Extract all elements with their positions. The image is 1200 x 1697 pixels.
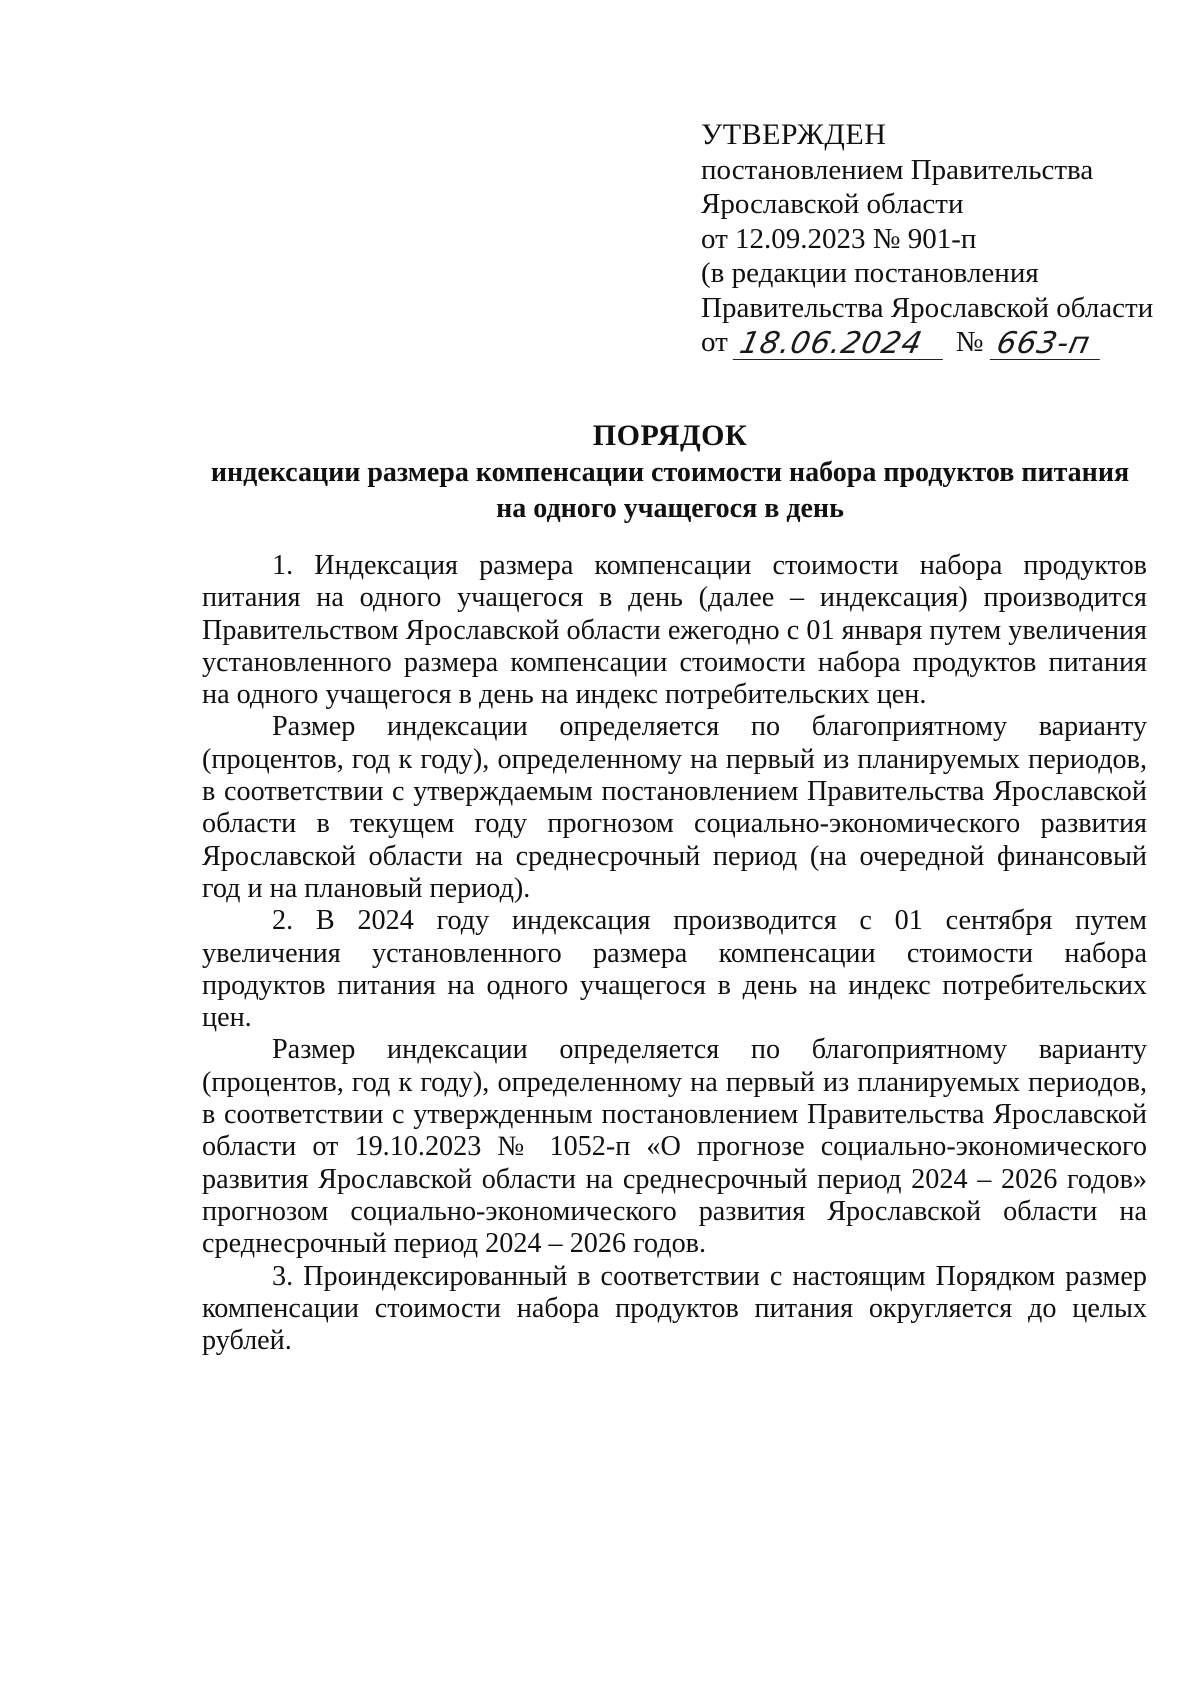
document-subtitle-line-1: индексации размера компенсации стоимости набора продуктов питания: [210, 457, 1130, 488]
document-title: ПОРЯДОК: [592, 419, 748, 452]
paragraph-5: 3. Проиндексированный в соответствии с настоящим Порядком размер компенсации стоимости набора продуктов питания округляется до целых рублей.: [202, 1260, 1147, 1357]
approval-line-2: Ярославской области: [701, 188, 964, 220]
number-sign: №: [955, 326, 984, 358]
paragraph-3: 2. В 2024 году индексация производится с 01 сентября путем увеличения установленного размера компенсации стоимости набора продуктов питания на одного учащегося в день на индекс потребительских цен.: [202, 905, 1147, 1034]
handwritten-date: 18.06.2024: [733, 329, 950, 360]
approval-heading: УТВЕРЖДЕН: [701, 118, 887, 151]
document-title-block: [200, 418, 1140, 526]
approval-line-4: (в редакции постановления: [701, 257, 1039, 289]
document-body: [202, 550, 1147, 1357]
approval-stamp-block: [701, 118, 1171, 360]
approval-line-1: постановлением Правительства: [701, 153, 1094, 186]
paragraph-1: 1. Индексация размера компенсации стоимости набора продуктов питания на одного учащегося в день (далее – индексация) производится Правительством Ярославской области ежегодно с 01 января путем увеличения установленного размера компенсации стоимости набора продуктов питания на одного учащегося в день на индекс потребительских цен.: [202, 550, 1147, 711]
paragraph-4: Размер индексации определяется по благоприятному варианту (процентов, год к году), определенному на первый из планируемых периодов, в соответствии с утвержденным постановлением Правительства Ярославской области от 19.10.2023 № 1052-п «О прогнозе социально-экономического развития Ярославской области на среднесрочный период 2024 – 2026 годов» прогнозом социально-экономического развития Ярославской области на среднесрочный период 2024 – 2026 годов.: [202, 1034, 1147, 1260]
amendment-line: [701, 325, 1171, 360]
approval-line-5: Правительства Ярославской области: [701, 291, 1154, 324]
approval-line-3: от 12.09.2023 № 901-п: [701, 222, 977, 255]
amendment-prefix: от: [701, 326, 728, 358]
handwritten-number: 663-п: [990, 329, 1107, 360]
paragraph-2: Размер индексации определяется по благоприятному варианту (процентов, год к году), определенному на первый из планируемых периодов, в соответствии с утверждаемым постановлением Правительства Ярославской области в текущем году прогнозом социально-экономического развития Ярославской области на среднесрочный период (на очередной финансовый год и на плановый период).: [202, 711, 1147, 904]
document-subtitle-line-2: на одного учащегося в день: [496, 493, 844, 524]
